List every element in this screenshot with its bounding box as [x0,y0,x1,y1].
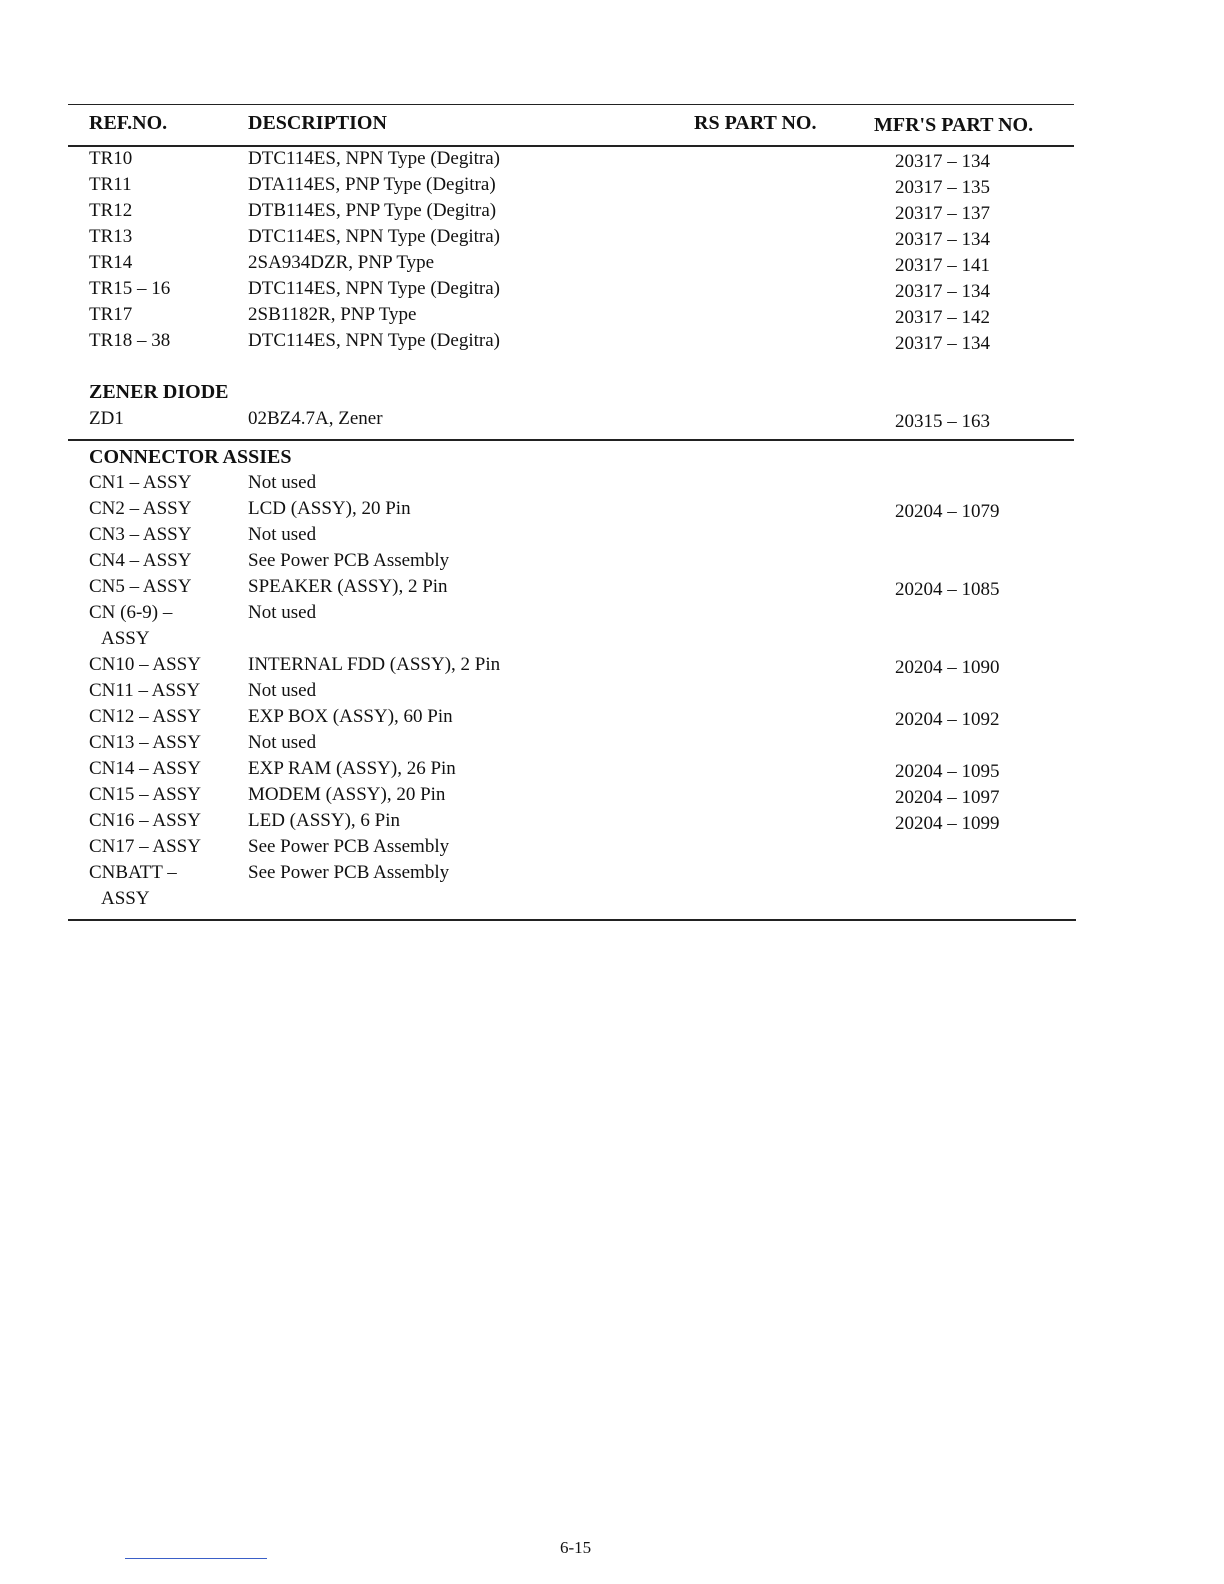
header-mfr-part-no: MFR'S PART NO. [874,114,1034,136]
description-cell: SPEAKER (ASSY), 2 Pin [248,576,448,597]
mfr-part-cell: 20317 – 142 [895,307,990,328]
description-cell: DTC114ES, NPN Type (Degitra) [248,148,500,169]
description-cell: DTC114ES, NPN Type (Degitra) [248,278,500,299]
section-title-connectors: CONNECTOR ASSIES [89,446,292,468]
ref-cell: CNBATT – [89,862,177,883]
table-row [0,174,1224,200]
ref-cell-continuation: ASSY [101,628,150,649]
ref-cell: CN14 – ASSY [89,758,201,779]
table-row [0,472,1224,498]
table-top-rule [68,104,1074,105]
description-cell: Not used [248,732,317,753]
ref-cell: TR14 [89,252,133,273]
description-cell: LED (ASSY), 6 Pin [248,810,401,831]
description-cell: See Power PCB Assembly [248,836,450,857]
table-row [0,654,1224,680]
ref-cell: TR11 [89,174,132,195]
description-cell: 2SA934DZR, PNP Type [248,252,435,273]
ref-cell: TR13 [89,226,133,247]
table-row [0,576,1224,602]
description-cell: Not used [248,472,317,493]
description-cell: Not used [248,602,317,623]
ref-cell: CN13 – ASSY [89,732,201,753]
table-row [0,200,1224,226]
header-bottom-rule [68,145,1074,147]
mfr-part-cell: 20317 – 134 [895,229,990,250]
table-row [0,706,1224,732]
ref-cell: CN (6-9) – [89,602,173,623]
description-cell: Not used [248,680,317,701]
mfr-part-cell: 20315 – 163 [895,411,990,432]
description-cell: MODEM (ASSY), 20 Pin [248,784,446,805]
table-row [0,226,1224,252]
mfr-part-cell: 20204 – 1085 [895,579,1000,600]
table-row [0,408,1224,434]
table-row [0,252,1224,278]
table-bottom-rule [68,919,1076,921]
description-cell: See Power PCB Assembly [248,550,450,571]
table-row [0,602,1224,628]
ref-cell: CN1 – ASSY [89,472,192,493]
ref-cell: CN16 – ASSY [89,810,201,831]
description-cell: DTC114ES, NPN Type (Degitra) [248,330,500,351]
header-description: DESCRIPTION [248,112,387,134]
description-cell: See Power PCB Assembly [248,862,450,883]
ref-cell: CN4 – ASSY [89,550,192,571]
description-cell: INTERNAL FDD (ASSY), 2 Pin [248,654,501,675]
table-row [0,498,1224,524]
section-divider-rule [68,439,1074,441]
mfr-part-cell: 20317 – 134 [895,281,990,302]
mfr-part-cell: 20317 – 134 [895,333,990,354]
section-title-zener: ZENER DIODE [89,381,229,403]
ref-cell: CN10 – ASSY [89,654,201,675]
ref-cell: CN5 – ASSY [89,576,192,597]
table-row [0,148,1224,174]
ref-cell: CN2 – ASSY [89,498,192,519]
ref-cell: ZD1 [89,408,124,429]
table-row [0,810,1224,836]
table-row [0,550,1224,576]
ref-cell: CN3 – ASSY [89,524,192,545]
mfr-part-cell: 20204 – 1097 [895,787,1000,808]
page-number: 6-15 [560,1538,592,1557]
description-cell: DTA114ES, PNP Type (Degitra) [248,174,496,195]
description-cell: 2SB1182R, PNP Type [248,304,417,325]
table-row [0,732,1224,758]
mfr-part-cell: 20317 – 135 [895,177,990,198]
ref-cell: CN15 – ASSY [89,784,201,805]
description-cell: DTB114ES, PNP Type (Degitra) [248,200,497,221]
table-row [0,524,1224,550]
description-cell: LCD (ASSY), 20 Pin [248,498,411,519]
description-cell: Not used [248,524,317,545]
ref-cell-continuation: ASSY [101,888,150,909]
ref-cell: CN11 – ASSY [89,680,201,701]
ref-cell: CN12 – ASSY [89,706,201,727]
ref-cell: TR12 [89,200,133,221]
table-row [0,304,1224,330]
mfr-part-cell: 20204 – 1092 [895,709,1000,730]
table-row [0,862,1224,888]
mfr-part-cell: 20204 – 1099 [895,813,1000,834]
table-row [0,330,1224,356]
mfr-part-cell: 20317 – 137 [895,203,990,224]
table-row [0,784,1224,810]
table-row [0,836,1224,862]
mfr-part-cell: 20204 – 1079 [895,501,1000,522]
description-cell: EXP RAM (ASSY), 26 Pin [248,758,456,779]
table-row [0,680,1224,706]
footer-divider [125,1558,267,1559]
ref-cell: CN17 – ASSY [89,836,201,857]
ref-cell: TR17 [89,304,133,325]
description-cell: 02BZ4.7A, Zener [248,408,383,429]
mfr-part-cell: 20317 – 134 [895,151,990,172]
ref-cell: TR10 [89,148,133,169]
description-cell: EXP BOX (ASSY), 60 Pin [248,706,453,727]
table-row [0,758,1224,784]
mfr-part-cell: 20317 – 141 [895,255,990,276]
header-rs-part-no: RS PART NO. [694,112,817,134]
description-cell: DTC114ES, NPN Type (Degitra) [248,226,500,247]
table-row [0,278,1224,304]
header-ref-no: REF.NO. [89,112,168,134]
ref-cell: TR15 – 16 [89,278,171,299]
mfr-part-cell: 20204 – 1095 [895,761,1000,782]
mfr-part-cell: 20204 – 1090 [895,657,1000,678]
ref-cell: TR18 – 38 [89,330,171,351]
